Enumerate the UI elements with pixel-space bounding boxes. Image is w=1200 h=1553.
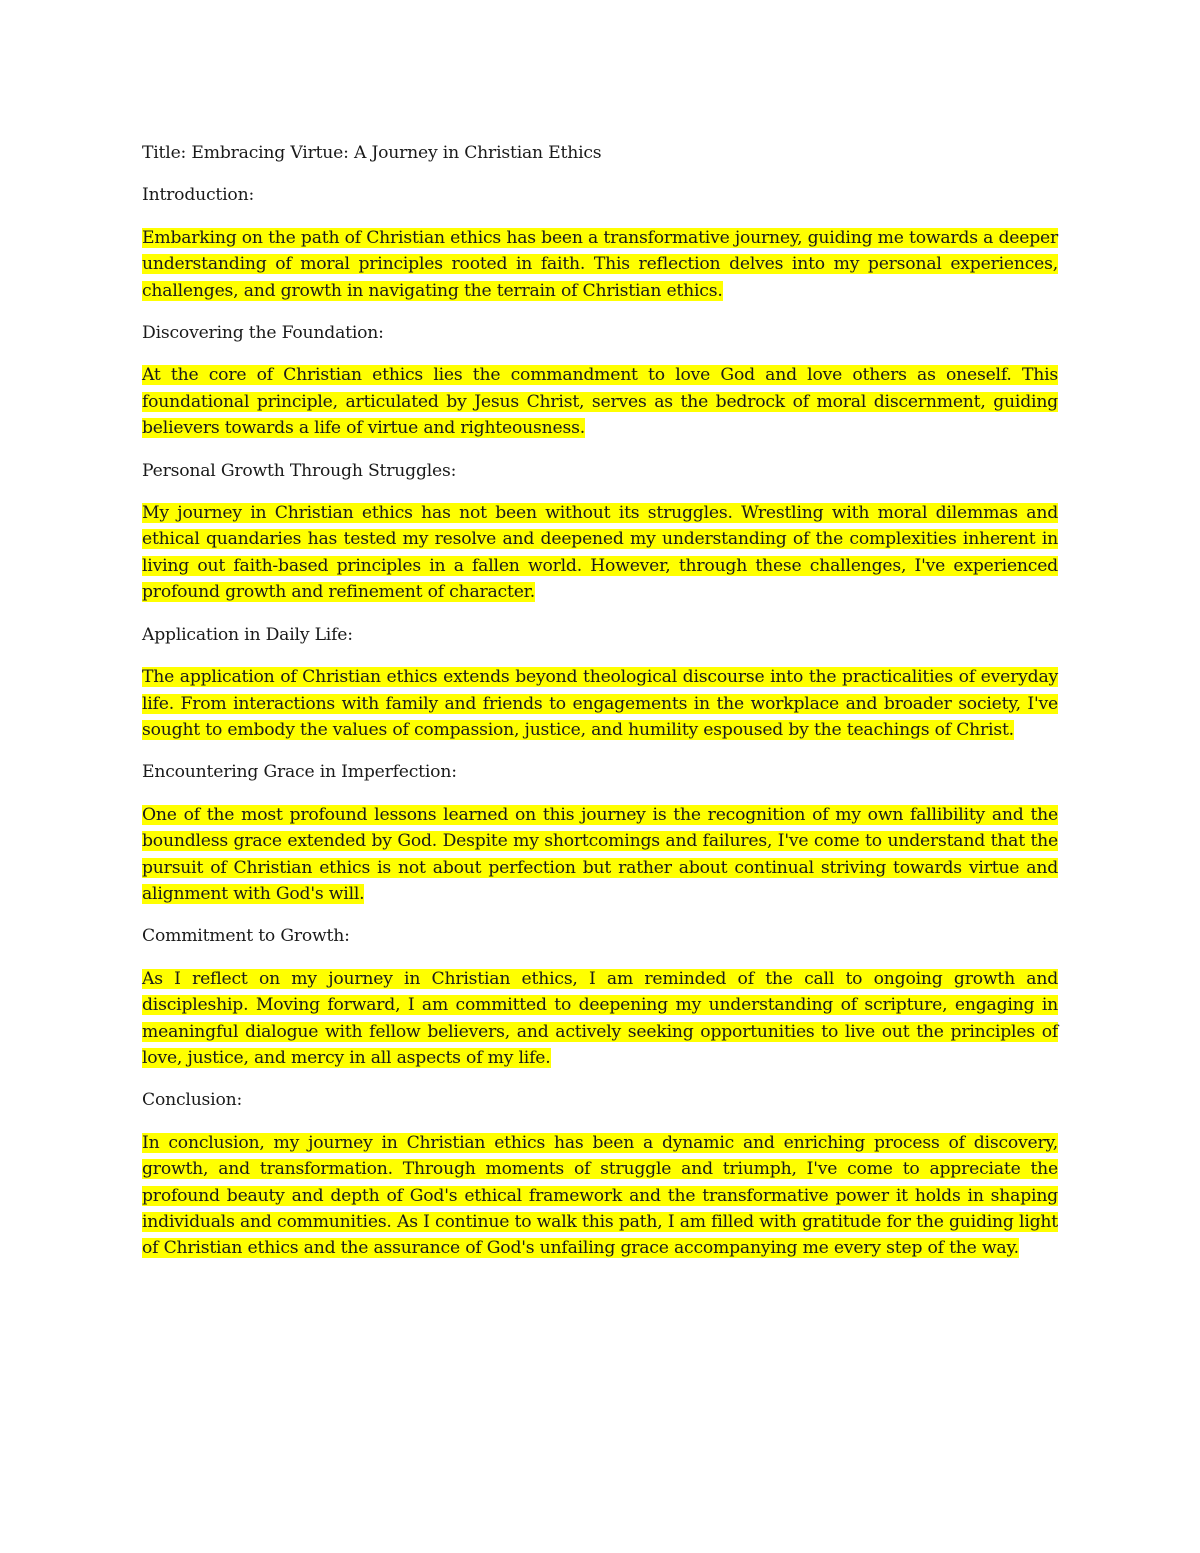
section-heading-conclusion: Conclusion: [142, 1090, 243, 1111]
section-heading-foundation: Discovering the Foundation: [142, 323, 384, 344]
highlighted-text: Embarking on the path of Christian ethics has been a transformative journey, guiding me towards a deeper understanding of moral principles rooted in faith. This reflection delves into my personal experiences, challenges, and growth in navigating the terrain of Christian ethics. [142, 227, 1058, 301]
section-body-commitment [142, 966, 1058, 1072]
highlighted-text: One of the most profound lessons learned on this journey is the recognition of my own fallibility and the boundless grace extended by God. Despite my shortcomings and failures, I've come to understand that the pursuit of Christian ethics is not about perfection but rather about continual striving towards virtue and alignment with God's will. [142, 804, 1058, 904]
highlighted-text: At the core of Christian ethics lies the commandment to love God and love others as oneself. This foundational principle, articulated by Jesus Christ, serves as the bedrock of moral discernment, guiding believers towards a life of virtue and righteousness. [142, 365, 1058, 439]
section-body-conclusion [142, 1130, 1058, 1262]
section-heading-commitment: Commitment to Growth: [142, 926, 350, 947]
highlighted-text: My journey in Christian ethics has not been without its struggles. Wrestling with moral dilemmas and ethical quandaries has tested my resolve and deepened my understanding of the complexities inherent in living out faith-based principles in a fallen world. However, through these challenges, I've experienced profound growth and refinement of character. [142, 503, 1058, 603]
section-body-grace [142, 802, 1058, 908]
document-body [142, 140, 1058, 1278]
section-body-introduction [142, 225, 1058, 304]
highlighted-text: The application of Christian ethics extends beyond theological discourse into the practicalities of everyday life. From interactions with family and friends to engagements in the workplace and broader society, I've sought to embody the values of compassion, justice, and humility espoused by the teachings of Christ. [142, 667, 1058, 740]
document-title: Title: Embracing Virtue: A Journey in Christian Ethics [142, 143, 602, 163]
section-heading-daily-life: Application in Daily Life: [142, 624, 353, 645]
section-heading-grace: Encountering Grace in Imperfection: [142, 762, 457, 783]
section-heading-introduction: Introduction: [142, 185, 255, 206]
section-body-struggles [142, 500, 1058, 606]
section-body-foundation [142, 362, 1058, 441]
section-heading-struggles: Personal Growth Through Struggles: [142, 460, 457, 481]
highlighted-text: As I reflect on my journey in Christian ethics, I am reminded of the call to ongoing growth and discipleship. Moving forward, I am committed to deepening my understanding of scripture, engaging in meaningful dialogue with fellow believers, and actively seeking opportunities to live out the principles of love, justice, and mercy in all aspects of my life. [142, 968, 1058, 1068]
highlighted-text: In conclusion, my journey in Christian ethics has been a dynamic and enriching process of discovery, growth, and transformation. Through moments of struggle and triumph, I've come to appreciate the profound beauty and depth of God's ethical framework and the transformative power it holds in shaping individuals and communities. As I continue to walk this path, I am filled with gratitude for the guiding light of Christian ethics and the assurance of God's unfailing grace accompanying me every step of the way. [142, 1132, 1058, 1259]
section-body-daily-life [142, 664, 1058, 743]
